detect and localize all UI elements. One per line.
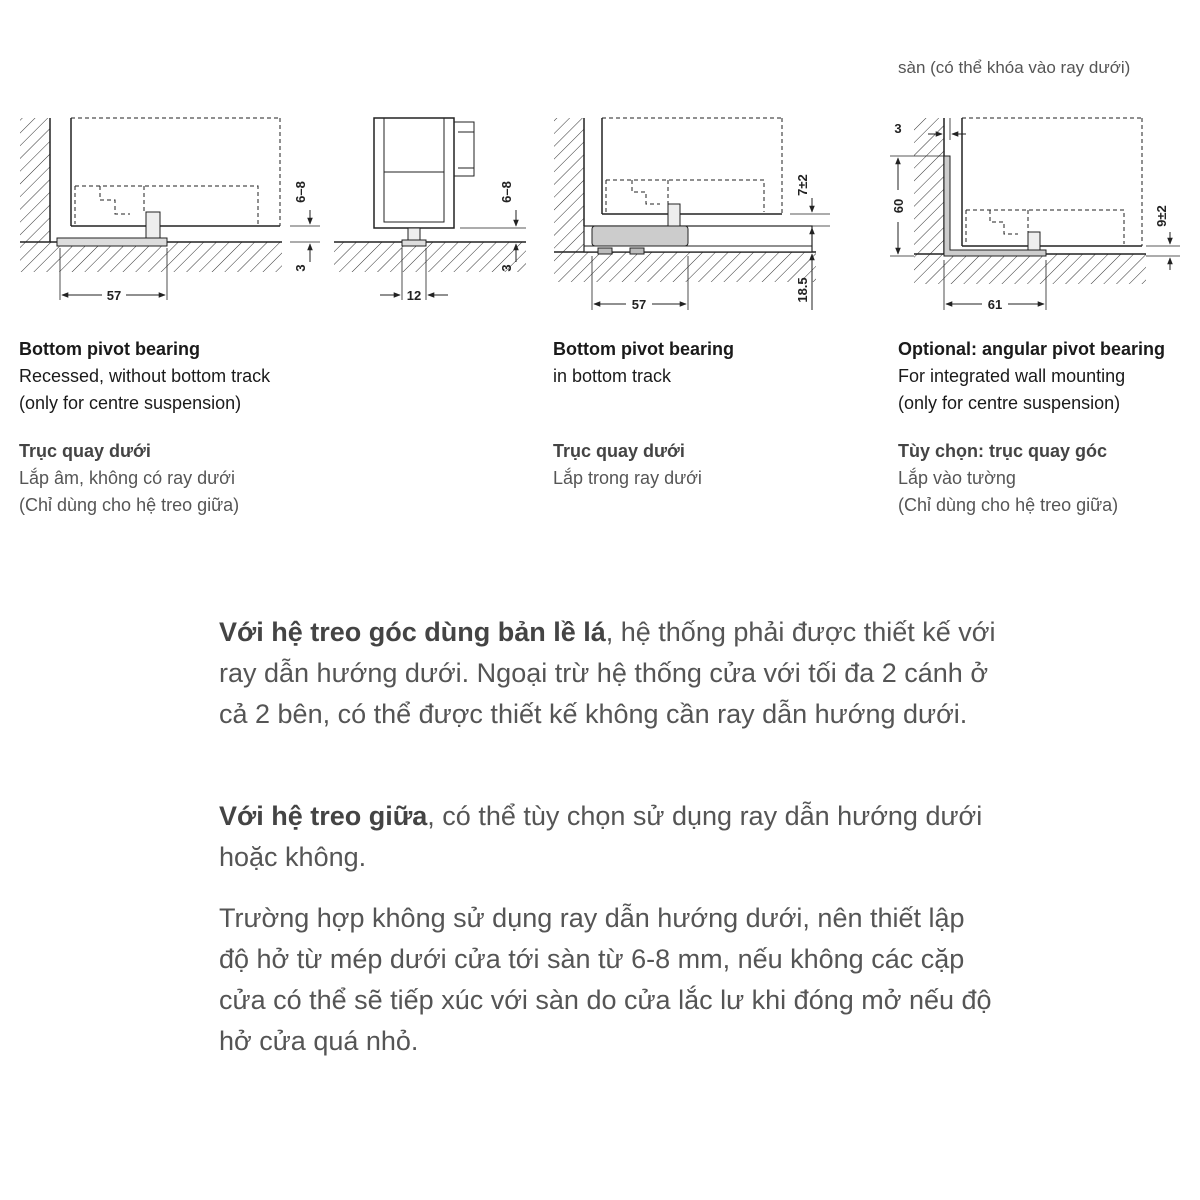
caption-line-vi: Lắp vào tường bbox=[898, 468, 1016, 488]
paragraph-text: Trường hợp không sử dụng ray dẫn hướng dưới, nên thiết lập độ hở từ mép dưới cửa tới sàn từ 6-8 mm, nếu không các cặp cửa có thể sẽ tiếp xúc với sàn do cửa lắc lư khi đóng mở nếu độ hở cửa quá nhỏ. bbox=[219, 903, 992, 1056]
paragraph-bold: Với hệ treo giữa bbox=[219, 801, 428, 831]
caption-line-vi: (Chỉ dùng cho hệ treo giữa) bbox=[19, 495, 240, 515]
caption-line-en: (only for centre suspension) bbox=[898, 393, 1121, 413]
drawing-track-pivot bbox=[554, 118, 830, 312]
caption-line-en: (only for centre suspension) bbox=[19, 393, 242, 413]
caption-title-vi: Trục quay dưới bbox=[19, 441, 151, 461]
cut-off-header-text: sàn (có thể khóa vào ray dưới) bbox=[898, 58, 1131, 77]
dim-bracket-3: 3 bbox=[894, 121, 902, 136]
dim-gap-9-2: 9±2 bbox=[1154, 205, 1169, 227]
dim-height-60: 60 bbox=[891, 198, 906, 214]
dim-gap-6-8-side: 6–8 bbox=[499, 181, 514, 203]
caption-track bbox=[553, 336, 734, 492]
caption-title-en: Bottom pivot bearing bbox=[553, 339, 734, 359]
caption-line-en: For integrated wall mounting bbox=[898, 366, 1126, 386]
caption-line-vi: Lắp âm, không có ray dưới bbox=[19, 468, 235, 488]
paragraph-bold: Với hệ treo góc dùng bản lề lá bbox=[219, 617, 606, 647]
dim-gap-7-2: 7±2 bbox=[795, 174, 810, 196]
dim-depth-3: 3 bbox=[293, 264, 308, 272]
caption-line-vi: (Chỉ dùng cho hệ treo giữa) bbox=[898, 495, 1119, 515]
caption-line-en: Recessed, without bottom track bbox=[19, 366, 271, 386]
caption-title-en: Bottom pivot bearing bbox=[19, 339, 200, 359]
caption-title-vi: Tùy chọn: trục quay góc bbox=[898, 441, 1108, 461]
drawing-recessed-pivot bbox=[20, 118, 320, 303]
paragraph-clearance bbox=[219, 898, 999, 1062]
dim-track-18-5: 18.5 bbox=[795, 277, 810, 303]
drawing-recessed-pivot-side bbox=[334, 118, 526, 303]
paragraph-text: , hệ thống phải được thiết kế với ray dẫn hướng dưới. Ngoại trừ hệ thống cửa với tối đa 2 cánh ở cả 2 bên, có thể được thiết kế không cần ray dẫn hướng dưới. bbox=[219, 617, 996, 729]
drawing-angular-pivot bbox=[890, 118, 1180, 312]
paragraph-centre-suspension bbox=[219, 796, 999, 878]
caption-title-vi: Trục quay dưới bbox=[553, 441, 685, 461]
paragraph-corner-suspension bbox=[219, 612, 999, 735]
paragraph-text: , có thể tùy chọn sử dụng ray dẫn hướng dưới hoặc không. bbox=[219, 801, 983, 872]
caption-title-en: Optional: angular pivot bearing bbox=[898, 339, 1166, 359]
caption-line-en: in bottom track bbox=[553, 366, 672, 386]
dim-width-12: 12 bbox=[406, 288, 422, 303]
dim-width-57: 57 bbox=[106, 288, 122, 303]
dim-gap-6-8: 6–8 bbox=[293, 181, 308, 203]
caption-line-vi: Lắp trong ray dưới bbox=[553, 468, 702, 488]
caption-angular bbox=[898, 336, 1165, 519]
dim-depth-3-side: 3 bbox=[499, 264, 514, 272]
dim-width-61: 61 bbox=[987, 297, 1003, 312]
caption-recessed bbox=[19, 336, 270, 519]
technical-drawings bbox=[0, 0, 1200, 330]
dim-width-57-track: 57 bbox=[631, 297, 647, 312]
